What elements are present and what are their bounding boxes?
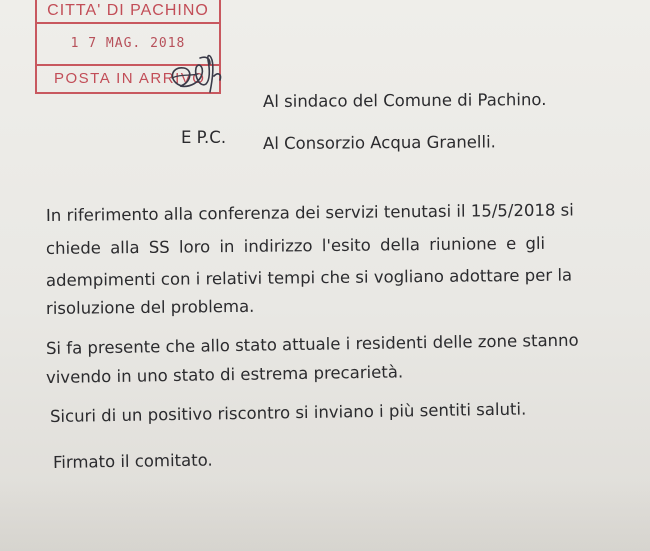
paragraph-1-line-1: In riferimento alla conferenza dei servizi tenutasi il 15/5/2018 si xyxy=(45,200,574,225)
stamp-posta-label: POSTA IN ARRIVO xyxy=(54,70,206,87)
cc-label: E P.C. xyxy=(181,128,227,147)
stamp-divider xyxy=(37,22,219,24)
paragraph-1-line-2: chiede alla SS loro in indirizzo l'esito della riunione e gli xyxy=(45,233,546,258)
paragraph-1-line-3: adempimenti con i relativi tempi che si vogliano adottare per la xyxy=(45,265,573,290)
stamp-date: 1 7 MAG. 2018 xyxy=(70,36,186,51)
handwritten-initials xyxy=(160,52,230,98)
closing-greeting: Sicuri di un positivo riscontro si inviano i più sentiti saluti. xyxy=(49,399,527,426)
recipient-consortium: Al Consorzio Acqua Granelli. xyxy=(262,132,496,153)
signature-line: Firmato il comitato. xyxy=(52,450,213,472)
paragraph-2-line-1: Si fa presente che allo stato attuale i residenti delle zone stanno xyxy=(45,330,579,358)
recipient-mayor: Al sindaco del Comune di Pachino. xyxy=(262,90,547,111)
paragraph-2-line-2: vivendo in uno stato di estrema precarietà. xyxy=(45,362,404,387)
paragraph-1-line-4: risoluzione del problema. xyxy=(45,296,255,318)
stamp-city: CITTA' DI PACHINO xyxy=(47,2,209,19)
